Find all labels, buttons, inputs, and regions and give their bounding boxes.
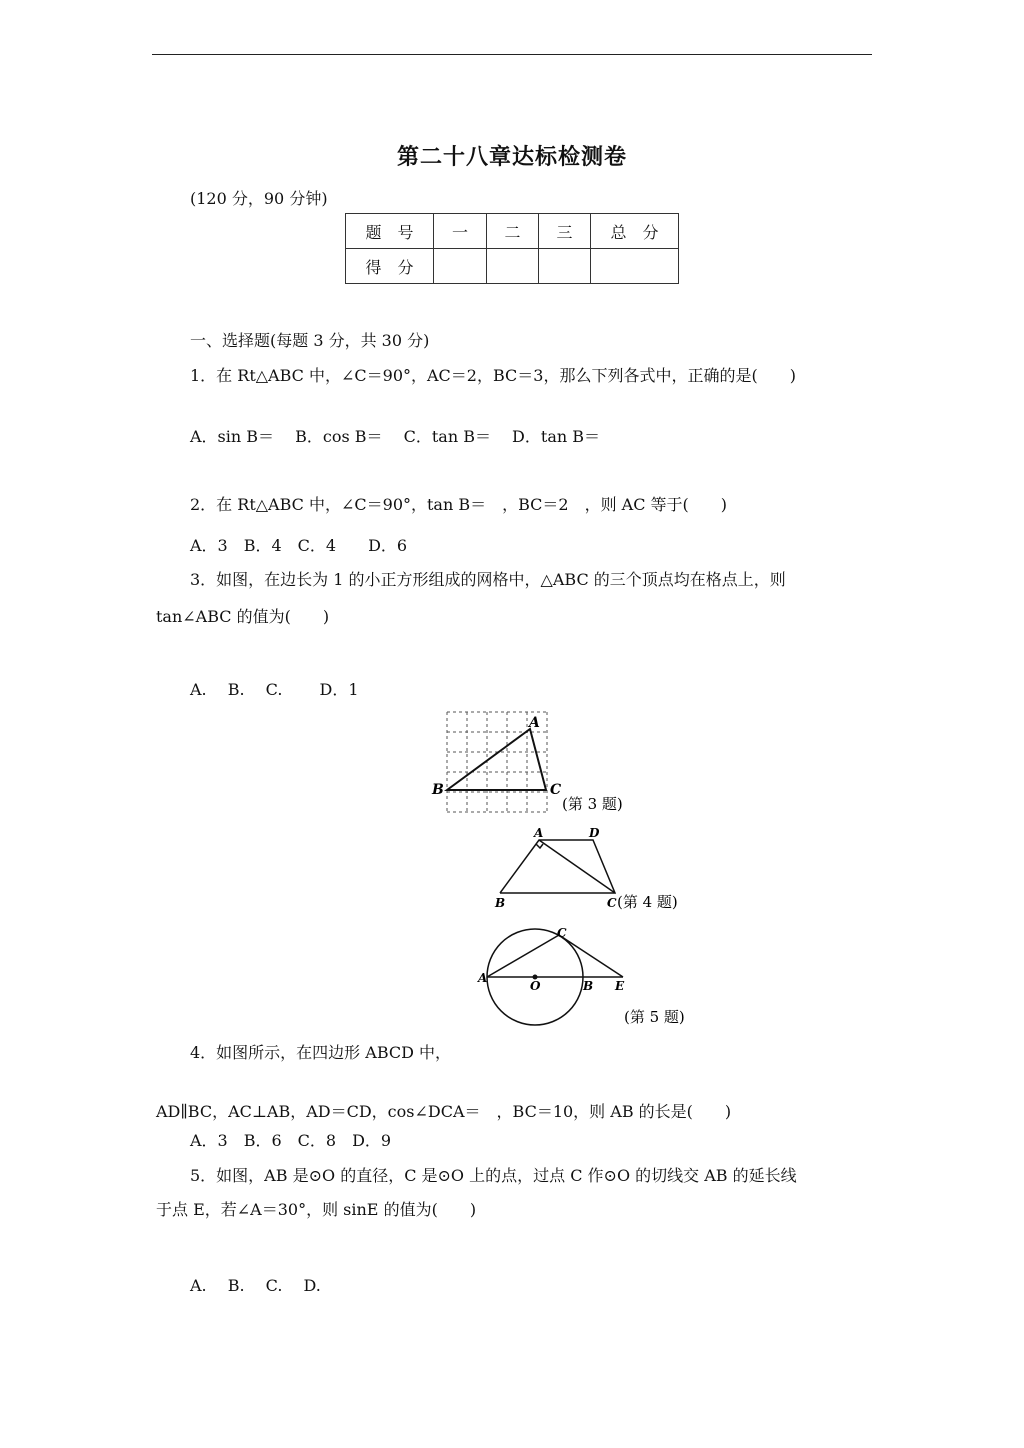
figure-3-label-b: B [432,782,444,798]
score-table-header-row [346,214,679,249]
score-cell[interactable] [434,249,487,284]
figure-5-caption: (第 5 题) [624,1008,685,1026]
question-4-stem-line2: AD∥BC，AC⊥AB，AD＝CD，cos∠DCA＝ ，BC＝10，则 AB 的长是( ) [156,1102,732,1121]
figure-4-label-a: A [534,826,544,840]
page-title: 第二十八章达标检测卷 [396,144,627,170]
figure-5 [470,922,700,1032]
figure-4 [485,822,705,914]
figure-4-shape [500,840,615,893]
question-4-stem-line1: 4．如图所示，在四边形 ABCD 中， [190,1043,452,1062]
figure-3-caption: (第 3 题) [562,795,623,813]
score-cell[interactable] [539,249,591,284]
figure-4-label-d: D [589,826,600,840]
score-header-cell: 总 分 [591,214,679,249]
figure-4-caption: (第 4 题) [617,893,678,911]
score-cell[interactable] [487,249,539,284]
figure-5-label-c: C [557,926,567,940]
score-cell[interactable] [591,249,679,284]
figure-5-label-b: B [583,979,594,993]
figure-3-label-a: A [529,715,540,731]
figure-5-shape [487,929,623,1025]
question-5-stem-line1: 5．如图，AB 是⊙O 的直径，C 是⊙O 上的点，过点 C 作⊙O 的切线交 AB 的延长线 [190,1166,797,1185]
figure-4-label-b: B [495,896,506,910]
question-3-options: A. B. C. D．1 [190,680,359,699]
question-3-stem-line2: tan∠ABC 的值为( ) [156,607,330,626]
figure-5-label-a: A [478,971,488,985]
figure-3-triangle [447,729,546,790]
figure-4-label-c: C [607,896,617,910]
question-1-stem: 1．在 Rt△ABC 中，∠C＝90°，AC＝2，BC＝3，那么下列各式中，正确的是( ) [190,366,796,385]
figure-3-label-c: C [550,782,562,798]
section-heading: 一、选择题(每题 3 分，共 30 分) [190,331,430,350]
question-5-options: A. B. C. D. [190,1276,321,1295]
question-5-stem-line2: 于点 E，若∠A＝30°，则 sinE 的值为( ) [156,1200,477,1219]
figure-5-label-o: O [530,979,541,993]
figure-3 [425,705,645,815]
question-2-options: A．3 B．4 C．4 D．6 [190,536,408,555]
question-2-stem: 2．在 Rt△ABC 中，∠C＝90°，tan B＝ ，BC＝2 ，则 AC 等于( ) [190,495,728,514]
top-rule [152,54,872,55]
score-header-cell: 一 [434,214,487,249]
exam-meta: (120 分，90 分钟) [190,189,328,208]
figure-5-label-e: E [615,979,625,993]
question-1-options: A．sin B＝ B．cos B＝ C．tan B＝ D．tan B＝ [190,427,601,446]
score-table [345,213,679,284]
score-header-cell: 二 [487,214,539,249]
score-row-label: 得 分 [346,249,434,284]
question-3-stem-line1: 3．如图，在边长为 1 的小正方形组成的网格中，△ABC 的三个顶点均在格点上，则 [190,570,786,589]
score-header-cell: 题 号 [346,214,434,249]
score-header-cell: 三 [539,214,591,249]
score-table-score-row [346,249,679,284]
question-4-options: A．3 B．6 C．8 D．9 [190,1131,392,1150]
